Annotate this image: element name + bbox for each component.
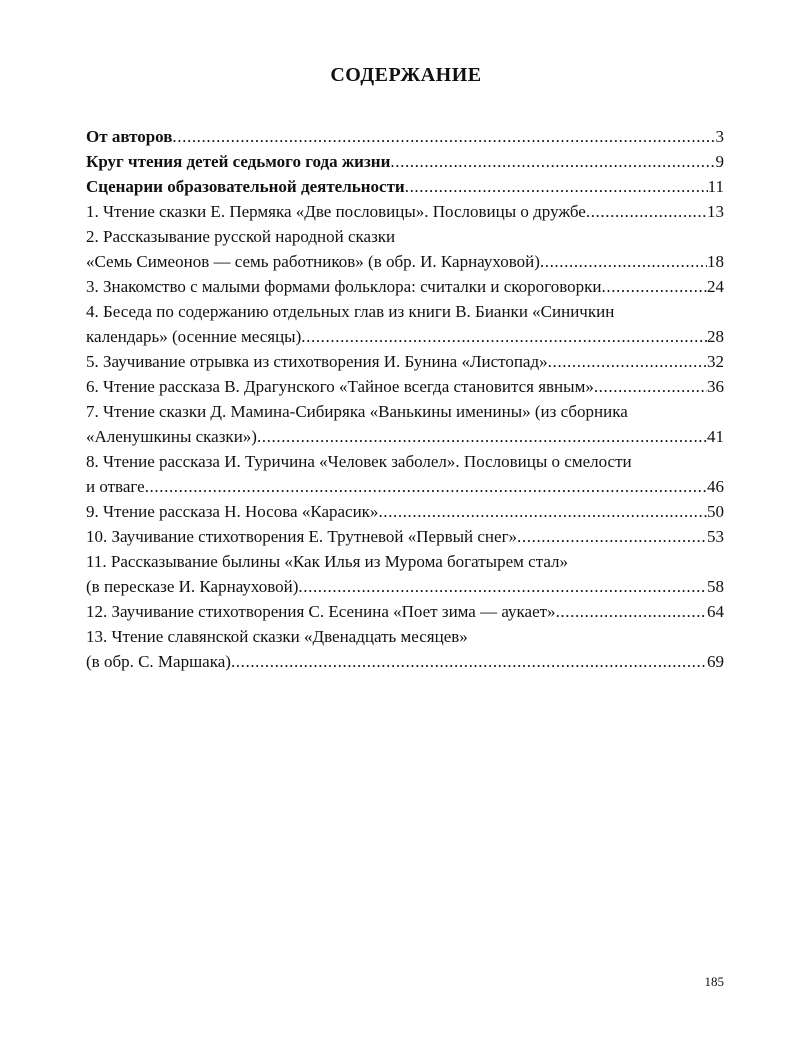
toc-entry-page: 41 [707, 427, 724, 446]
toc-entry-page: 11 [707, 177, 724, 196]
dot-leader [172, 124, 715, 149]
toc-entry-title: 8. Чтение рассказа И. Туричина «Человек заболел». Пословицы о смелости [86, 452, 632, 471]
toc-entry-title: (в обр. С. Маршака) [86, 652, 231, 671]
toc-entry-title: 4. Беседа по содержанию отдельных глав из книги В. Бианки «Синичкин [86, 302, 615, 321]
toc-entry-page: 3 [715, 127, 724, 146]
toc-entry-page: 24 [707, 277, 724, 296]
toc-entry-page: 64 [707, 602, 724, 621]
toc-entry-line [86, 199, 724, 224]
toc-entry-page: 9 [715, 152, 724, 171]
toc-entry [86, 199, 724, 224]
toc-entry-page: 36 [707, 377, 724, 396]
toc-entry-title: Круг чтения детей седьмого года жизни [86, 152, 391, 171]
toc-entry-title: (в пересказе И. Карнауховой) [86, 577, 299, 596]
dot-leader [548, 349, 707, 374]
toc-entry-page: 46 [707, 477, 724, 496]
toc-entry-line [86, 149, 724, 174]
dot-leader [298, 574, 707, 599]
toc-entry-line [86, 649, 724, 674]
toc-entry-title: 7. Чтение сказки Д. Мамина-Сибиряка «Ванькины именины» (из сборника [86, 402, 628, 421]
dot-leader [301, 324, 707, 349]
toc-entry-line [86, 549, 724, 574]
dot-leader [586, 199, 707, 224]
toc-entry-title: 5. Заучивание отрывка из стихотворения И. Бунина «Листопад» [86, 352, 548, 371]
toc-entry-page: 53 [707, 527, 724, 546]
toc-entry-line [86, 374, 724, 399]
toc-entry-line [86, 599, 724, 624]
toc-entry-title: 3. Знакомство с малыми формами фольклора: считалки и скороговорки [86, 277, 602, 296]
toc-entry-title: 2. Рассказывание русской народной сказки [86, 227, 396, 246]
toc-entry-title: Сценарии образовательной деятельности [86, 177, 405, 196]
toc-entry-line [86, 499, 724, 524]
toc-entry-title: 1. Чтение сказки Е. Пермяка «Две пословицы». Пословицы о дружбе [86, 202, 586, 221]
toc-entry-line [86, 224, 724, 249]
toc-entry [86, 599, 724, 624]
toc-entry [86, 399, 724, 449]
table-of-contents [86, 124, 724, 674]
toc-entry [86, 124, 724, 149]
toc-entry-page: 18 [707, 252, 724, 271]
toc-entry-title: и отваге [86, 477, 145, 496]
toc-entry-page: 58 [707, 577, 724, 596]
toc-entry-line [86, 524, 724, 549]
toc-entry-line [86, 274, 724, 299]
toc-entry-title: 11. Рассказывание былины «Как Илья из Мурома богатырем стал» [86, 552, 569, 571]
toc-entry-title: 10. Заучивание стихотворения Е. Трутневой «Первый снег» [86, 527, 518, 546]
toc-entry-line [86, 574, 724, 599]
toc-entry [86, 274, 724, 299]
toc-entry [86, 449, 724, 499]
toc-entry-title: 6. Чтение рассказа В. Драгунского «Тайное всегда становится явным» [86, 377, 594, 396]
toc-entry [86, 374, 724, 399]
toc-entry-line [86, 399, 724, 424]
dot-leader [405, 174, 708, 199]
toc-entry [86, 549, 724, 599]
toc-entry-line [86, 474, 724, 499]
toc-entry-line [86, 349, 724, 374]
dot-leader [594, 374, 707, 399]
toc-entry [86, 499, 724, 524]
dot-leader [257, 424, 707, 449]
toc-entry-title: 13. Чтение славянской сказки «Двенадцать месяцев» [86, 627, 468, 646]
dot-leader [602, 274, 708, 299]
dot-leader [390, 149, 715, 174]
toc-entry [86, 174, 724, 199]
toc-entry-line [86, 249, 724, 274]
dot-leader [556, 599, 707, 624]
toc-entry-page: 69 [707, 652, 724, 671]
toc-entry-title: календарь» (осенние месяцы) [86, 327, 302, 346]
toc-entry-page: 28 [707, 327, 724, 346]
toc-entry-line [86, 624, 724, 649]
dot-leader [145, 474, 707, 499]
dot-leader [231, 649, 707, 674]
dot-leader [540, 249, 707, 274]
toc-entry [86, 149, 724, 174]
toc-entry-line [86, 124, 724, 149]
toc-entry-line [86, 174, 724, 199]
page-title: СОДЕРЖАНИЕ [330, 64, 482, 86]
toc-entry [86, 524, 724, 549]
toc-entry-line [86, 324, 724, 349]
toc-entry-title: «Семь Симеонов — семь работников» (в обр. И. Карнауховой) [86, 252, 540, 271]
toc-entry-title: «Аленушкины сказки») [86, 427, 257, 446]
toc-entry-page: 50 [707, 502, 724, 521]
toc-entry-page: 13 [707, 202, 724, 221]
toc-entry-line [86, 449, 724, 474]
dot-leader [517, 524, 707, 549]
toc-entry [86, 624, 724, 674]
toc-entry-title: 9. Чтение рассказа Н. Носова «Карасик» [86, 502, 379, 521]
page-number: 185 [704, 974, 724, 989]
toc-entry-line [86, 424, 724, 449]
toc-entry [86, 224, 724, 274]
toc-entry-line [86, 299, 724, 324]
toc-entry-title: От авторов [86, 127, 173, 146]
toc-entry-title: 12. Заучивание стихотворения С. Есенина «Поет зима — аукает» [86, 602, 556, 621]
toc-entry [86, 299, 724, 349]
toc-entry [86, 349, 724, 374]
toc-entry-page: 32 [707, 352, 724, 371]
dot-leader [378, 499, 707, 524]
